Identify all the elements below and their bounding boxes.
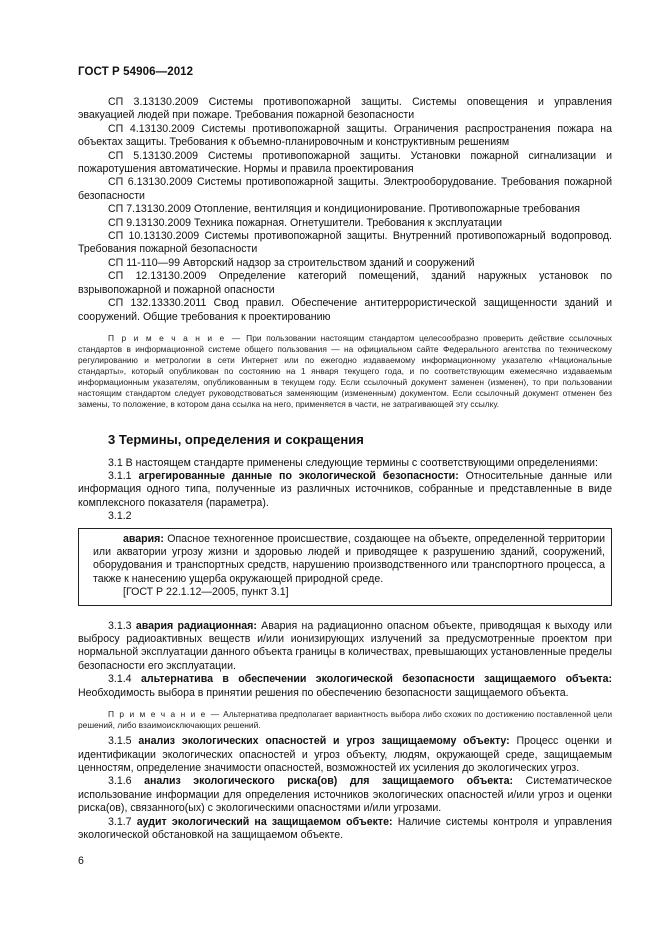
note-label: П р и м е ч а н и е —	[108, 332, 242, 343]
term-source: [ГОСТ Р 22.1.12—2005, пункт 3.1]	[123, 586, 289, 599]
reference-item: СП 10.13130.2009 Системы противопожарной защиты. Внутренний противопожарный водопровод. Требования пожарной безопасности	[78, 230, 612, 256]
term-number: 3.1.3	[108, 619, 132, 632]
page-content	[78, 96, 612, 843]
term-number-line: 3.1.2	[108, 510, 132, 523]
normative-references-list	[78, 96, 612, 324]
term-number: 3.1.1	[108, 469, 132, 482]
reference-item: СП 7.13130.2009 Отопление, вентиляция и кондиционирование. Противопожарные требования	[108, 203, 581, 216]
page-number: 6	[78, 855, 84, 867]
reference-item: СП 11-110—99 Авторский надзор за строительством зданий и сооружений	[108, 256, 475, 269]
term-text: Систематическое использование информации для определения источников экологических опасностей и/или угроз и оценки риска(ов), связанного(ых) с экологическими опасностями и/или угрозами.	[78, 775, 612, 815]
reference-item: СП 6.13130.2009 Системы противопожарной защиты. Электрооборудование. Требования пожарной безопасности	[78, 176, 612, 202]
term-text: Опасное техногенное происшествие, создающее на объекте, определенной территории или акватории угрозу жизни и здоровью людей и приводящее к разрушению зданий, сооружений, оборудования и транспортных средств, нарушению производственного или транспортного процесса, а также к нанесению ущерба окружающей природной среде.	[93, 532, 605, 585]
reference-item: СП 12.13130.2009 Определение категорий помещений, зданий наружных установок по взрывопожарной и пожарной опасности	[78, 270, 612, 296]
term-number: 3.1.6	[108, 775, 132, 788]
document-header: ГОСТ Р 54906—2012	[78, 66, 194, 78]
reference-item: СП 4.13130.2009 Системы противопожарной защиты. Ограничения распространения пожара на объектах защиты. Требования к объемно-планировочным и конструктивным решениям	[78, 122, 612, 149]
term-name: агрегированные данные по экологической безопасности:	[138, 469, 459, 482]
quoted-term-box	[78, 528, 612, 606]
term-text: Необходимость выбора в принятии решения по обеспечению безопасности защищаемого объекта.	[78, 686, 569, 699]
term-definition	[78, 816, 612, 843]
term-text: Процесс оценки и идентификации экологических опасностей и угроз объекту, людям, окружающей среде, защищаемым ценностям, определение значимости опасностей, возможностей их усиления до экологических угроз.	[78, 735, 612, 775]
section-intro: 3.1 В настоящем стандарте применены следующие термины с соответствующими определениями:	[108, 456, 598, 469]
term-definition	[78, 620, 612, 674]
term-definition	[78, 775, 612, 815]
note-alternative	[78, 709, 612, 731]
section-title: 3 Термины, определения и сокращения	[108, 431, 364, 447]
term-number: 3.1.7	[108, 815, 132, 828]
term-text: Авария на радиационно опасном объекте, приводящая к выходу или выбросу радиоактивных веществ и/или ионизирующих излучений за предусмотренные проектом при нормальной эксплуатации данного объекта границы в количествах, превышающих установленные пределы безопасности его эксплуатации.	[78, 619, 612, 672]
note-references	[78, 333, 612, 411]
term-number: 3.1.5	[108, 735, 132, 748]
term-definition	[78, 673, 612, 700]
term-text: Наличие системы контроля и управления экологической обстановкой на защищаемом объекте.	[78, 815, 613, 842]
term-number: 3.1.4	[108, 673, 132, 686]
reference-item: СП 132.13330.2011 Свод правил. Обеспечение антитеррористической защищенности зданий и сооружений. Общие требования к проектированию	[78, 297, 612, 323]
term-name: анализ экологических опасностей и угроз защищаемому объекту:	[138, 735, 510, 748]
term-name: авария радиационная:	[135, 619, 257, 632]
reference-item: СП 9.13130.2009 Техника пожарная. Огнетушители. Требования к эксплуатации	[108, 216, 503, 229]
note-text: Альтернатива предполагает вариантность выбора либо схожих по достижению поставленной цели решений, либо взаимоисключающих решений.	[78, 709, 613, 731]
term-name: авария:	[123, 532, 164, 545]
term-name: альтернатива в обеспечении экологической безопасности защищаемого объекта:	[140, 673, 612, 686]
term-definition	[78, 470, 612, 510]
term-name: анализ экологического риска(ов) для защищаемого объекта:	[144, 775, 514, 788]
term-definition	[93, 533, 605, 587]
term-name: аудит экологический на защищаемом объекте:	[136, 815, 393, 828]
term-definition	[78, 735, 612, 775]
note-text: При пользовании настоящим стандартом целесообразно проверить действие ссылочных стандартов в информационной системе общего пользования — на официальном сайте Федерального агентства по техническому регулированию и метрологии в сети Интернет или по ежегодно издаваемому информационному указателю «Национальные стандарты», который опубликован по состоянию на 1 января текущего года, и по соответствующим ежемесячно издаваемым информационным указателям, опубликованным в текущем году. Если ссылочный документ заменен (изменен), то при пользовании настоящим стандартом следует руководствоваться заменяющим (измененным) документом. Если ссылочный документ отменен без замены, то положение, в котором дана ссылка на него, применяется в части, не затрагивающей эту ссылку.	[78, 332, 612, 410]
reference-item: СП 3.13130.2009 Системы противопожарной защиты. Системы оповещения и управления эвакуацией людей при пожаре. Требования пожарной безопасности	[78, 96, 612, 122]
reference-item: СП 5.13130.2009 Системы противопожарной защиты. Установки пожарной сигнализации и пожаротушения автоматические. Нормы и правила проектирования	[78, 149, 612, 176]
note-label: П р и м е ч а н и е —	[108, 709, 221, 720]
term-text: Относительные данные или информация одного типа, полученные из различных источников, собранные и представленные в виде комплексного показателя (параметра).	[78, 469, 613, 509]
